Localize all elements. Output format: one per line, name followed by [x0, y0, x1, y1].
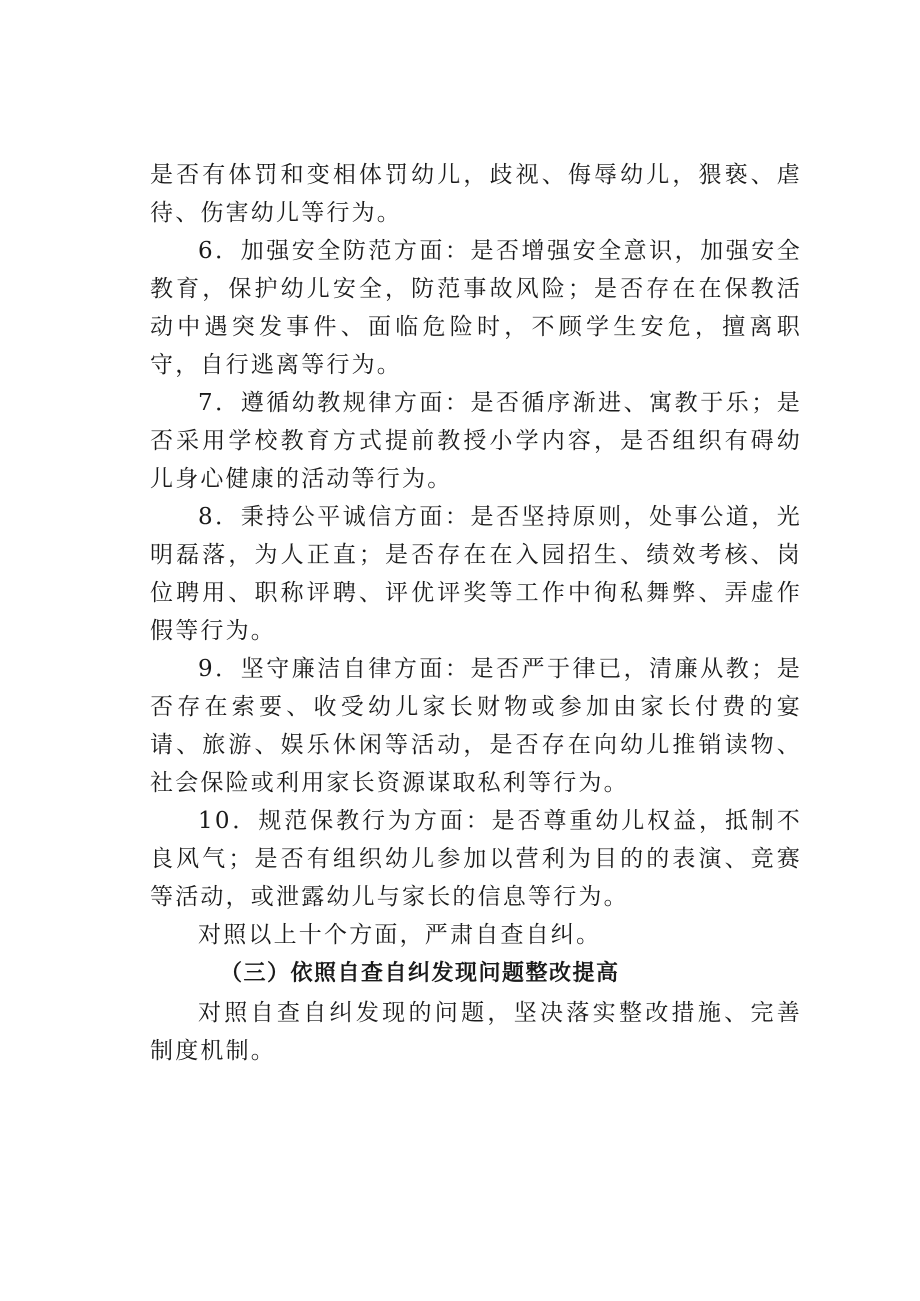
- paragraph-closing: 对照自查自纠发现的问题，坚决落实整改措施、完善制度机制。: [150, 1000, 802, 1064]
- paragraph-item-9: 9．坚守廉洁自律方面：是否严于律已，清廉从教；是否存在索要、收受幼儿家长财物或参加由家长付费的宴请、旅游、娱乐休闲等活动，是否存在向幼儿推销读物、社会保险或利用家长资源谋取私利等行为。: [150, 656, 802, 796]
- paragraph-item-7: 7．遵循幼教规律方面：是否循序渐进、寓教于乐；是否采用学校教育方式提前教授小学内容，是否组织有碍幼儿身心健康的活动等行为。: [150, 390, 802, 492]
- paragraph-summary: 对照以上十个方面，严肃自查自纠。: [198, 922, 602, 948]
- document-body: [150, 156, 802, 1070]
- paragraph-item-6: 6．加强安全防范方面：是否增强安全意识，加强安全教育，保护幼儿安全，防范事故风险；是否存在在保教活动中遇突发事件、面临危险时，不顾学生安危，擅离职守，自行逃离等行为。: [150, 238, 802, 378]
- section-heading: （三）依照自查自纠发现问题整改提高: [220, 961, 620, 986]
- paragraph-item-10: 10．规范保教行为方面：是否尊重幼儿权益，抵制不良风气；是否有组织幼儿参加以营利为目的的表演、竞赛等活动，或泄露幼儿与家长的信息等行为。: [150, 808, 802, 910]
- paragraph-item-8: 8．秉持公平诚信方面：是否坚持原则，处事公道，光明磊落，为人正直；是否存在在入园招生、绩效考核、岗位聘用、职称评聘、评优评奖等工作中徇私舞弊、弄虚作假等行为。: [150, 504, 802, 644]
- paragraph-continuation: 是否有体罚和变相体罚幼儿，歧视、侮辱幼儿，猥亵、虐待、伤害幼儿等行为。: [150, 162, 802, 226]
